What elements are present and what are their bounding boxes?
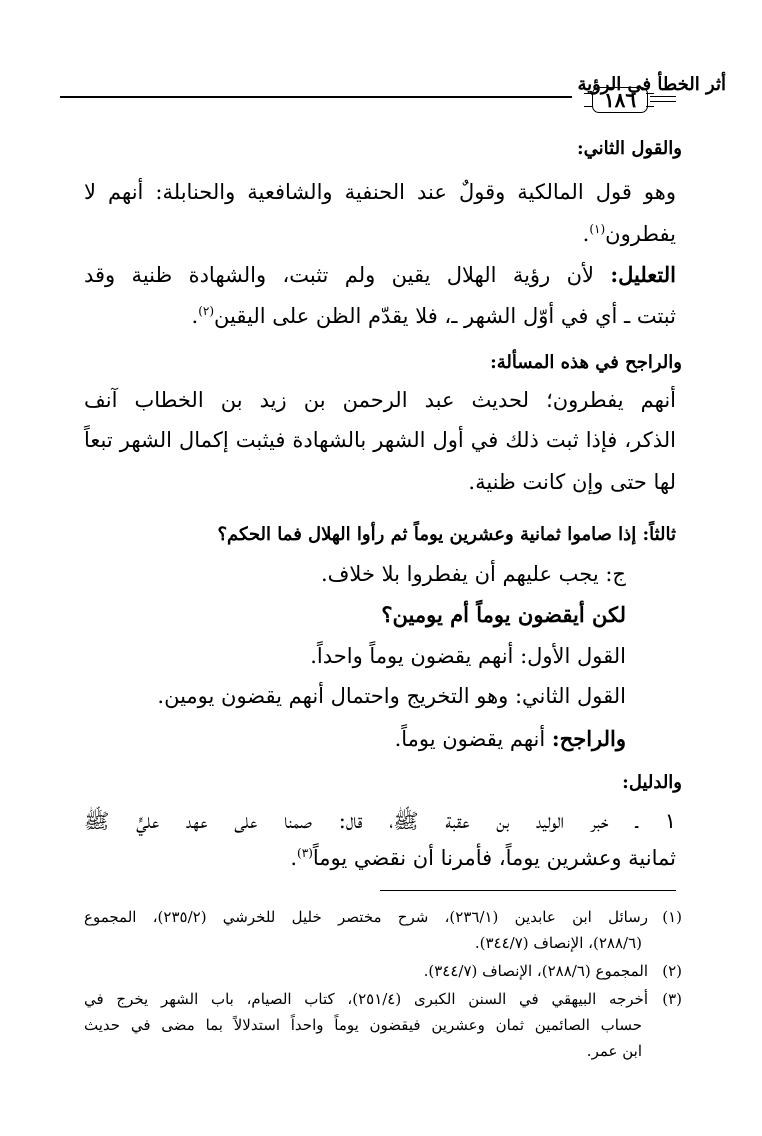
reasoning-label: التعليل:	[610, 262, 676, 287]
section-heading-second-opinion: والقول الثاني:	[577, 138, 682, 159]
footnote-3-cont: حساب الصائمين ثمان وعشرين فيقضون يوماً واحداً استدلالاً بما مضى في حديث	[84, 1016, 642, 1034]
paragraph-line: التعليل: لأن رؤية الهلال يقين ولم تثبت، والشهادة ظنية وقد	[84, 262, 676, 287]
page-number: ١٨٦	[592, 87, 648, 113]
paragraph-line: أنهم يفطرون؛ لحديث عبد الرحمن بن زيد بن الخطاب آنف	[84, 388, 676, 412]
paragraph-line: لها حتى وإن كانت ظنية.	[468, 470, 676, 494]
section-heading-evidence: والدليل:	[622, 772, 682, 793]
paragraph-line: وهو قول المالكية وقولٌ عند الحنفية والشافعية والحنابلة: أنهم لا	[84, 180, 676, 204]
preferred-opinion: والراجح: أنهم يقضون يوماً.	[394, 726, 626, 751]
footnote-1-cont: (٢٨٨/٦)، الإنصاف (٣٤٤/٧).	[474, 934, 642, 952]
footnote-separator	[380, 890, 676, 891]
footnote-ref: (٣)	[297, 846, 313, 860]
paragraph-line: ثبتت ـ أي في أوّل الشهر ـ، فلا يقدّم الظن على اليقين$^{(٢)}$.	[191, 304, 676, 328]
footnote-3: (٣)أخرجه البيهقي في السنن الكبرى (٢٥١/٤)، كتاب الصيام، باب الشهر يخرج في	[84, 990, 682, 1008]
running-header-title: أثر الخطأ في الرؤية	[577, 74, 726, 95]
section-heading-preferred: والراجح في هذه المسألة:	[490, 352, 682, 373]
header-rule-left	[650, 96, 676, 97]
footnote-ref: (١)	[589, 222, 606, 236]
paragraph-line: يفطرون$^{(١)}$.	[582, 222, 676, 246]
question-three: ثالثاً: إذا صاموا ثمانية وعشرين يوماً ثم رأوا الهلال فما الحكم؟	[217, 524, 676, 545]
header-rule-left-2	[650, 101, 676, 102]
paragraph-line: ١ ـ خبر الوليد بن عقبة ﷺ، قال: صمنا على عهد عليٍّ ﷺ	[84, 809, 676, 833]
footnote-ref: (٢)	[198, 304, 215, 318]
opinion-two: القول الثاني: وهو التخريج واحتمال أنهم يقضون يومين.	[157, 684, 626, 708]
footnote-3-cont: ابن عمر.	[586, 1042, 642, 1060]
footnote-2: (٢)المجموع (٢٨٨/٦)، الإنصاف (٣٤٤/٧).	[423, 962, 682, 980]
paragraph-line: الذكر، فإذا ثبت ذلك في أول الشهر بالشهادة فيثبت إكمال الشهر تبعاً	[84, 428, 676, 452]
sub-question: لكن أيقضون يوماً أم يومين؟	[381, 602, 626, 627]
answer-line: ج: يجب عليهم أن يفطروا بلا خلاف.	[320, 562, 626, 586]
page-number-frame	[586, 84, 652, 114]
footnote-1: (١)رسائل ابن عابدين (٢٣٦/١)، شرح مختصر خليل للخرشي (٢٣٥/٢)، المجموع	[84, 908, 682, 926]
paragraph-line: ثمانية وعشرين يوماً، فأمرنا أن نقضي يوماً$^{(٣)}$.	[290, 846, 676, 870]
opinion-one: القول الأول: أنهم يقضون يوماً واحداً.	[310, 644, 626, 668]
header-rule	[60, 96, 572, 98]
